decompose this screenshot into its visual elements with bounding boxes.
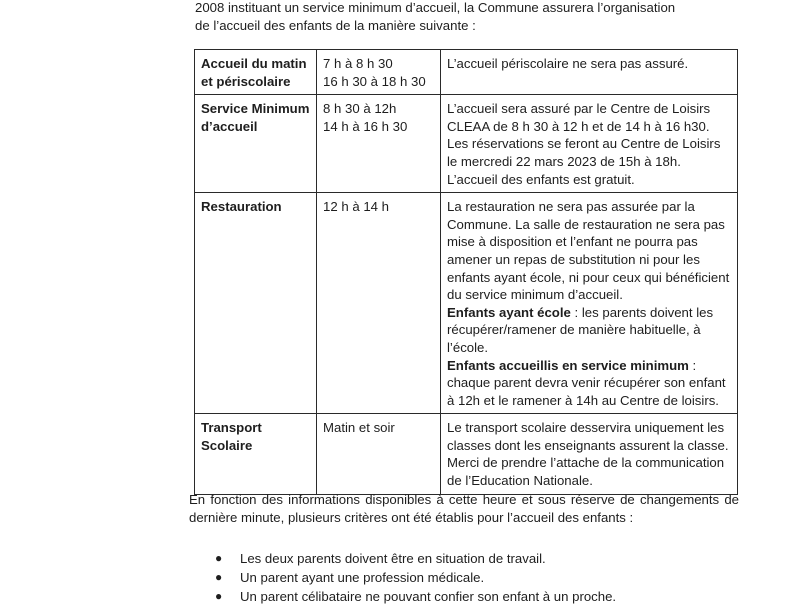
row-time: 7 h à 8 h 30 xyxy=(323,56,393,71)
row-desc: L’accueil périscolaire ne sera pas assuré. xyxy=(447,56,689,71)
bold-label: Enfants accueillis en service minimum xyxy=(447,357,689,373)
row-desc-text: : chaque parent devra venir récupérer son enfant à 12h et le ramener à 14h au Centre de loisirs. xyxy=(447,357,726,408)
table-row-accueil-matin xyxy=(195,50,738,95)
table-row-service-minimum xyxy=(195,95,738,193)
row-desc-text: : les parents doivent les récupérer/ramener de manière habituelle, à l’école. xyxy=(447,304,714,355)
list-item xyxy=(210,569,750,588)
row-label-cell xyxy=(195,95,317,193)
intro-line-1: 2008 instituant un service minimum d’accueil, la Commune assurera l’organisation xyxy=(195,0,676,15)
row-desc-ecole xyxy=(447,304,731,357)
row-desc-cell xyxy=(441,193,738,414)
row-label: Accueil du matin xyxy=(201,56,307,71)
row-label-cell xyxy=(195,193,317,414)
row-desc: L’accueil sera assuré par le Centre de Loisirs CLEAA de 8 h 30 à 12 h et de 14 h à 16 h30. Les réservations se feront au Centre de Loisirs le mercredi 22 mars 2023 de 15h à 18h. xyxy=(447,101,721,169)
row-desc-cell xyxy=(441,95,738,193)
row-time: Matin et soir xyxy=(323,420,395,436)
intro-paragraph xyxy=(195,0,755,34)
row-desc-cell xyxy=(441,50,738,95)
closing-text: En fonction des informations disponibles à cette heure et sous réserve de changements de dernière minute, plusieurs critères ont été établis pour l’accueil des enfants : xyxy=(189,492,739,525)
service-table xyxy=(194,49,738,495)
row-time-cell xyxy=(317,193,441,414)
list-item xyxy=(210,550,750,569)
closing-paragraph xyxy=(189,491,739,526)
row-desc: Le transport scolaire desservira uniquement les classes dont les enseignants assurent la classe. Merci de prendre l’attache de la communication de l’Education Nationale. xyxy=(447,420,729,489)
row-time: 8 h 30 à 12h xyxy=(323,101,397,117)
row-label: Service Minimum xyxy=(201,101,310,117)
row-desc-service-minimum xyxy=(447,357,731,410)
row-label: Transport Scolaire xyxy=(201,420,262,453)
list-item xyxy=(210,588,750,607)
row-time: 12 h à 14 h xyxy=(323,199,389,215)
bullet-icon: ● xyxy=(215,570,223,584)
criteria-list xyxy=(210,550,750,607)
bold-label: Enfants ayant école xyxy=(447,304,571,320)
row-desc: La restauration ne sera pas assurée par la Commune. La salle de restauration ne sera pas mise à disposition et l’enfant ne pourra pas amener un repas de substitution ni pour les enfants ayant école, ni pour ceux qui bénéficient du service minimum d’accueil. xyxy=(447,199,730,303)
table-row-restauration xyxy=(195,193,738,414)
bullet-icon: ● xyxy=(215,589,223,603)
row-label: Restauration xyxy=(201,199,282,215)
row-label-cell xyxy=(195,50,317,95)
row-desc: L’accueil des enfants est gratuit. xyxy=(447,171,635,187)
row-label-cell xyxy=(195,414,317,494)
table-row-transport xyxy=(195,414,738,494)
row-time-cell xyxy=(317,50,441,95)
row-label: et périscolaire xyxy=(201,73,291,89)
row-time: 14 h à 16 h 30 xyxy=(323,118,408,134)
row-label: d’accueil xyxy=(201,118,258,134)
bullet-icon: ● xyxy=(215,551,223,565)
row-desc-cell xyxy=(441,414,738,494)
row-time: 16 h 30 à 18 h 30 xyxy=(323,73,426,89)
list-item-text: Un parent ayant une profession médicale. xyxy=(240,570,485,585)
row-time-cell xyxy=(317,414,441,494)
list-item-text: Un parent célibataire ne pouvant confier son enfant à un proche. xyxy=(240,589,617,604)
list-item-text: Les deux parents doivent être en situation de travail. xyxy=(240,551,546,566)
intro-line-2: de l’accueil des enfants de la manière suivante : xyxy=(195,17,476,33)
row-time-cell xyxy=(317,95,441,193)
